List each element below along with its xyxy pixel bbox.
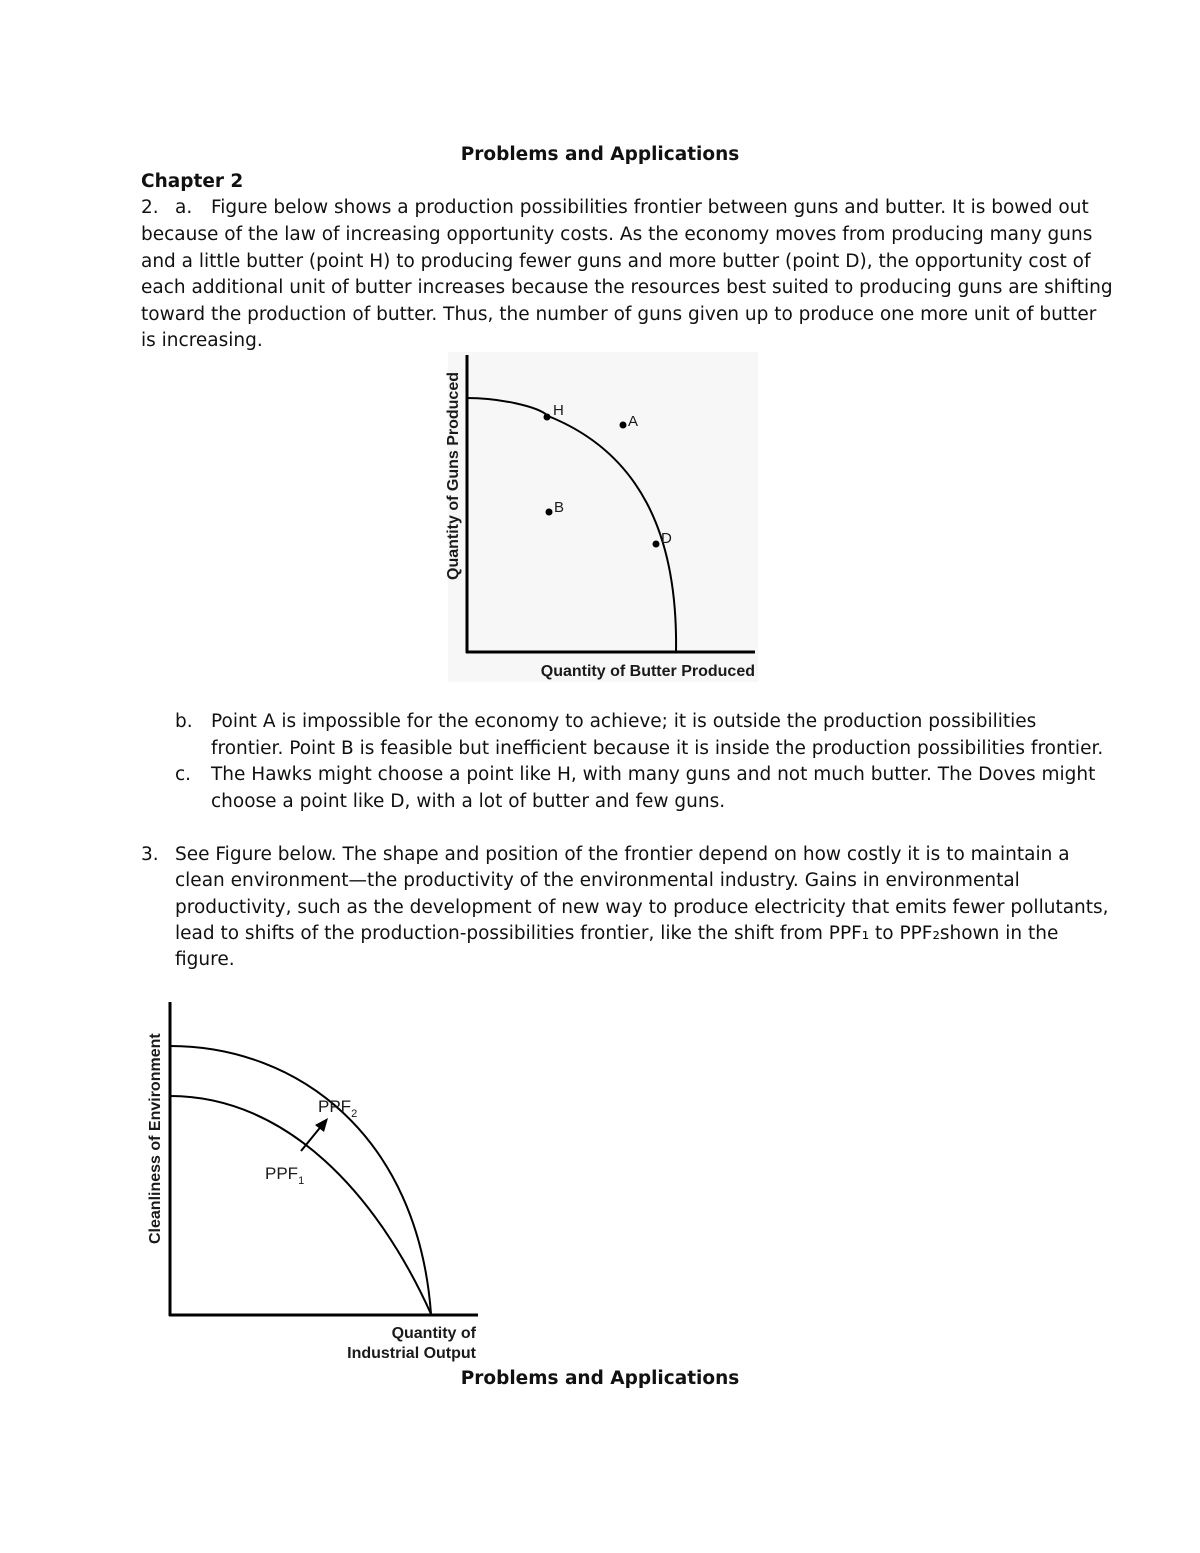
footer-title: Problems and Applications — [460, 1368, 740, 1389]
q2c-line: The Hawks might choose a point like H, with many guns and not much butter. The Doves might — [211, 764, 1096, 785]
ppf2-label: $PPF_2$ — [318, 1097, 358, 1120]
q2a-line: because of the law of increasing opportunity costs. As the economy moves from producing many guns — [141, 224, 1093, 245]
point-d-dot — [653, 541, 660, 548]
guns-butter-ppf-figure — [438, 352, 762, 688]
q3-line: clean environment—the productivity of the environmental industry. Gains in environmental — [175, 870, 1020, 891]
q3-number: 3. — [141, 844, 159, 865]
q3-line: See Figure below. The shape and position of the frontier depend on how costly it is to maintain a — [175, 844, 1070, 865]
environment-ppf-figure — [138, 996, 488, 1368]
point-a-dot — [620, 422, 627, 429]
page-title: Problems and Applications — [460, 144, 740, 165]
q2-number: 2. — [141, 197, 159, 218]
x-axis-label: Quantity of Butter Produced — [540, 663, 755, 680]
y-axis-label: Cleanliness of Environment — [147, 1033, 164, 1244]
point-b-label: B — [554, 499, 565, 516]
q2c-line: choose a point like D, with a lot of butter and few guns. — [211, 791, 726, 812]
ppf1-label: $PPF_1$ — [265, 1164, 305, 1187]
y-axis-label: Quantity of Guns Produced — [445, 371, 462, 580]
q2a-line: toward the production of butter. Thus, the number of guns given up to produce one more unit of butter — [141, 304, 1097, 325]
ppf1-curve — [170, 1096, 431, 1314]
q3-line: productivity, such as the development of new way to produce electricity that emits fewer pollutants, — [175, 897, 1109, 918]
q2a-line: Figure below shows a production possibilities frontier between guns and butter. It is bowed out — [211, 197, 1089, 218]
point-d-label: D — [661, 530, 672, 547]
q2c-marker: c. — [175, 764, 192, 785]
q2a-line: each additional unit of butter increases because the resources best suited to producing guns are shifting — [141, 277, 1113, 298]
q3-line: lead to shifts of the production-possibilities frontier, like the shift from PPF₁ to PPF₂shown in the — [175, 923, 1059, 944]
point-a-label: A — [628, 413, 639, 430]
point-h-label: H — [553, 402, 564, 419]
x-axis-label-line2: Industrial Output — [347, 1345, 476, 1362]
q2b-line: Point A is impossible for the economy to achieve; it is outside the production possibilities — [211, 711, 1037, 732]
q2a-line: and a little butter (point H) to producing fewer guns and more butter (point D), the opportunity cost of — [141, 251, 1091, 272]
figure-background — [448, 352, 758, 682]
q2a-line: is increasing. — [141, 330, 263, 351]
chapter-heading: Chapter 2 — [141, 171, 244, 192]
q2b-marker: b. — [175, 711, 193, 732]
point-h-dot — [544, 414, 551, 421]
q2a-marker: a. — [175, 197, 193, 218]
q3-line: figure. — [175, 949, 235, 970]
x-axis-label-line1: Quantity of — [391, 1325, 476, 1342]
q2b-line: frontier. Point B is feasible but inefficient because it is inside the production possibilities frontier. — [211, 738, 1104, 759]
point-b-dot — [546, 509, 553, 516]
